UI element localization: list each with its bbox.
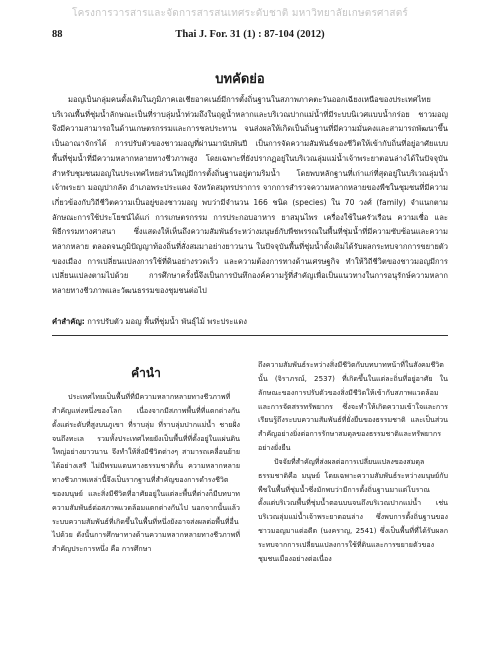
right-column [258,358,448,566]
abstract-body: มอญเป็นกลุ่มคนดั้งเดิมในภูมิภาคเอเชียอาคเนย์มีการตั้งถิ่นฐานในสภาพภาคตะวันออกเฉียงเหนือของประเทศไทย บริเวณพื้นที่ชุ่มน้ำลักษณะเป็นที่ราบลุ่มน้ำท่วมถึงในฤดูน้ำหลากและบริเวณปากแม่น้ำที่มีระบบนิเวศแบบน้ำกร่อย ชาวมอญจึงมีความสามารถในด้านเกษตรกรรมและการชลประทาน จนส่งผลให้เกิดเป็นถิ่นฐานที่มีความมั่นคงและสามารถพัฒนาขึ้นเป็นอาณาจักรได้ การปรับตัวของชาวมอญที่ผ่านมานับพันปี เป็นการจัดความสัมพันธ์ของชีวิตให้เข้ากับถิ่นที่อยู่อาศัยแบบพื้นที่ชุ่มน้ำที่มีความหลากหลายทางชีวภาพสูง โดยเฉพาะที่ยังปรากฏอยู่ในบริเวณลุ่มแม่น้ำเจ้าพระยาตอนล่างได้ในปัจจุบัน สำหรับชุมชนมอญในประเทศไทยส่วนใหญ่มีการตั้งถิ่นฐานอยู่ตามริมน้ำ โดยพบหลักฐานที่เก่าแก่ที่สุดอยู่ในบริเวณลุ่มน้ำเจ้าพระยา มอญปากลัด อำเภอพระประแดง จังหวัดสมุทรปราการ จากการสำรวจความหลากหลายของพืชในชุมชนที่มีความเกี่ยวข้องกับวิถีชีวิตความเป็นอยู่ของชาวมอญ พบว่ามีจำนวน 166 ชนิด (species) ใน 70 วงศ์ (family) จำแนกตามลักษณะการใช้ประโยชน์ได้แก่ การเกษตรกรรม การประกอบอาหาร ยาสมุนไพร เครื่องใช้ในครัวเรือน ความเชื่อ และพิธีกรรมทางศาสนา ซึ่งแสดงให้เห็นถึงความสัมพันธ์ระหว่างมนุษย์กับพืชพรรณในพื้นที่ชุ่มน้ำที่มีความซับซ้อนและความหลากหลาย ตลอดจนภูมิปัญญาท้องถิ่นที่สั่งสมมาอย่างยาวนาน ในปัจจุบันพื้นที่ชุ่มน้ำดั้งเดิมได้รับผลกระทบจากการขยายตัวของเมือง การเปลี่ยนแปลงการใช้ที่ดินอย่างรวดเร็ว และความต้องการทางด้านเศรษฐกิจ ทำให้วิถีชีวิตของชาวมอญมีการเปลี่ยนแปลงตามไปด้วย การศึกษาครั้งนี้จึงเป็นการบันทึกองค์ความรู้ที่สำคัญเพื่อเป็นแนวทางในการอนุรักษ์ความหลากหลายทางชีวภาพและวัฒนธรรมของชุมชนต่อไป [52,95,448,296]
keywords-label: คำสำคัญ: [52,317,85,326]
introduction-paragraph-left: ประเทศไทยเป็นพื้นที่ที่มีความหลากหลายทางชีวภาพที่สำคัญแห่งหนึ่งของโลก เนื่องจากมีสภาพพื้นที่ที่แตกต่างกันตั้งแต่ระดับที่สูงบนภูเขา ที่ราบลุ่ม ที่ราบลุ่มปากแม่น้ำ ชายฝั่ง จนถึงทะเล รวมทั้งประเทศไทยยังเป็นพื้นที่ที่ตั้งอยู่ในแผ่นดินใหญ่อย่างยาวนาน จึงทำให้สิ่งมีชีวิตต่างๆ สามารถเคลื่อนย้ายได้อย่างเสรี ไม่มีพรมแดนทางธรรมชาติกั้น ความหลากหลายทางชีวภาพเหล่านี้จึงเป็นรากฐานที่สำคัญของการดำรงชีวิตของมนุษย์ และสิ่งมีชีวิตที่อาศัยอยู่ในแต่ละพื้นที่ต่างก็มีบทบาทความสัมพันธ์ต่อสภาพแวดล้อมแตกต่างกันไป นอกจากนั้นแล้วระบบความสัมพันธ์ที่เกิดขึ้นในพื้นที่หนึ่งยังอาจส่งผลต่อพื้นที่อื่นไปด้วย ดังนั้นการศึกษาทางด้านความหลากหลายทางชีวภาพที่สำคัญประการหนึ่ง คือ การศึกษา [52,392,240,554]
section-divider [52,335,448,336]
page-header [52,29,448,45]
left-column [52,358,240,556]
watermark-text: โครงการวารสารและจัดการสารสนเทศระดับชาติ มหาวิทยาลัยเกษตรศาสตร์ [72,8,408,19]
abstract-title: บทคัดย่อ [215,72,265,87]
keywords-text: การปรับตัว มอญ พื้นที่ชุ่มน้ำ พันธุ์ไม้ พระประแดง [87,317,247,326]
keywords-line [52,315,448,329]
journal-citation: Thai J. For. 31 (1) : 87-104 (2012) [175,29,325,40]
page-number: 88 [52,29,63,40]
introduction-paragraph-right-1: ถึงความสัมพันธ์ระหว่างสิ่งมีชีวิตกับบทบาทหน้าที่ในสังคมชีวิตนั้น (จิราภรณ์, 2537) ที่เกิดขึ้นในแต่ละถิ่นที่อยู่อาศัย ในลักษณะของการปรับตัวของสิ่งมีชีวิตให้เข้ากับสภาพแวดล้อมและการจัดสรรทรัพยากร ซึ่งจะทำให้เกิดความเข้าใจและการเรียนรู้ถึงระบบความสัมพันธ์ที่ยั่งยืนของธรรมชาติ และเป็นส่วนสำคัญอย่างยิ่งต่อการรักษาสมดุลของธรรมชาติและทรัพยากรอย่างยั่งยืน [258,360,448,453]
introduction-heading: คำนำ [131,366,161,380]
introduction-paragraph-right-2: ปัจจัยที่สำคัญที่ส่งผลต่อการเปลี่ยนแปลงของสมดุลธรรมชาติคือ มนุษย์ โดยเฉพาะความสัมพันธ์ระหว่างมนุษย์กับพืชในพื้นที่ชุ่มน้ำซึ่งมักพบว่ามีการตั้งถิ่นฐานมาแต่โบราณ ตั้งแต่บริเวณพื้นที่ชุ่มน้ำตอนบนจนถึงบริเวณปากแม่น้ำ เช่น บริเวณลุ่มแม่น้ำเจ้าพระยาตอนล่าง ซึ่งพบการตั้งถิ่นฐานของชาวมอญมาแต่อดีต (นงคราญ, 2541) ซึ่งเป็นพื้นที่ที่ได้รับผลกระทบจากการเปลี่ยนแปลงการใช้ที่ดินและการขยายตัวของชุมชนเมืองอย่างต่อเนื่อง [258,456,448,563]
